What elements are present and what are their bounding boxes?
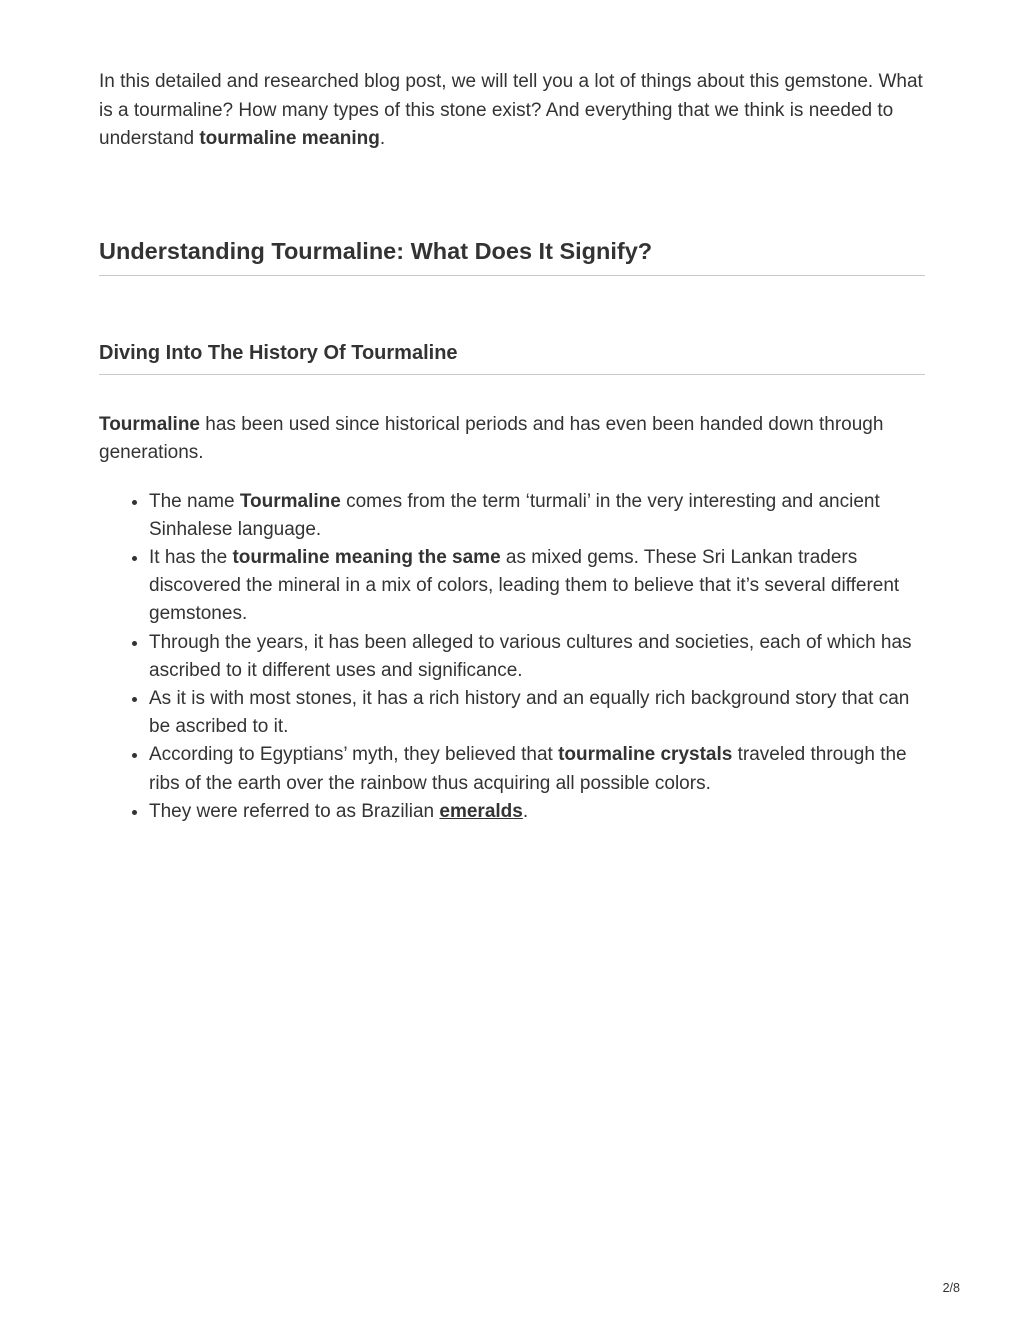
list-item-bold: tourmaline meaning the same [232, 546, 501, 568]
list-item-bold: Tourmaline [239, 490, 341, 512]
history-bold-keyword: Tourmaline [99, 413, 200, 435]
list-item-bold: tourmaline crystals [558, 744, 733, 766]
list-item [149, 685, 925, 741]
intro-bold-keyword: tourmaline meaning [199, 128, 380, 149]
list-item-text: Through the years, it has been alleged to various cultures and societies, each of which has ascribed to it different uses and significance. [149, 631, 912, 681]
list-item [149, 629, 925, 685]
list-item-text: As it is with most stones, it has a rich history and an equally rich background story that can be ascribed to it. [149, 687, 910, 738]
history-paragraph [99, 411, 925, 468]
list-item-text: as mixed gems. These Sri Lankan traders discovered the mineral in a mix of colors, leading them to believe that it’s several different gemstones. [149, 546, 900, 625]
history-text: has been used since historical periods and has even been handed down through generations. [99, 413, 884, 463]
list-item [149, 544, 925, 629]
subsection-heading: Diving Into The History Of Tourmaline [99, 338, 925, 375]
list-item-text: . [522, 800, 529, 822]
list-item-text: The name [149, 490, 240, 512]
list-item [149, 741, 925, 797]
list-item-text: According to Egyptians’ myth, they believed that [149, 744, 559, 766]
article-body [99, 68, 925, 826]
intro-text: In this detailed and researched blog post, we will tell you a lot of things about this gemstone. What is a tourmaline? How many types of this stone exist? And everything that we think is needed to understand [99, 71, 923, 149]
list-item [149, 798, 925, 826]
list-item [149, 488, 925, 544]
history-bullet-list [99, 488, 925, 826]
list-item-text: comes from the term ‘turmali’ in the very interesting and ancient Sinhalese language. [149, 490, 880, 540]
page-number: 2/8 [942, 1281, 960, 1295]
list-item-text: It has the [149, 546, 233, 568]
emeralds-link[interactable]: emeralds [439, 800, 523, 822]
section-heading: Understanding Tourmaline: What Does It Signify? [99, 234, 925, 276]
list-item-text: They were referred to as Brazilian [149, 800, 440, 822]
intro-paragraph [99, 68, 925, 154]
intro-end: . [379, 128, 386, 149]
list-item-text: traveled through the ribs of the earth over the rainbow thus acquiring all possible colors. [149, 744, 907, 794]
